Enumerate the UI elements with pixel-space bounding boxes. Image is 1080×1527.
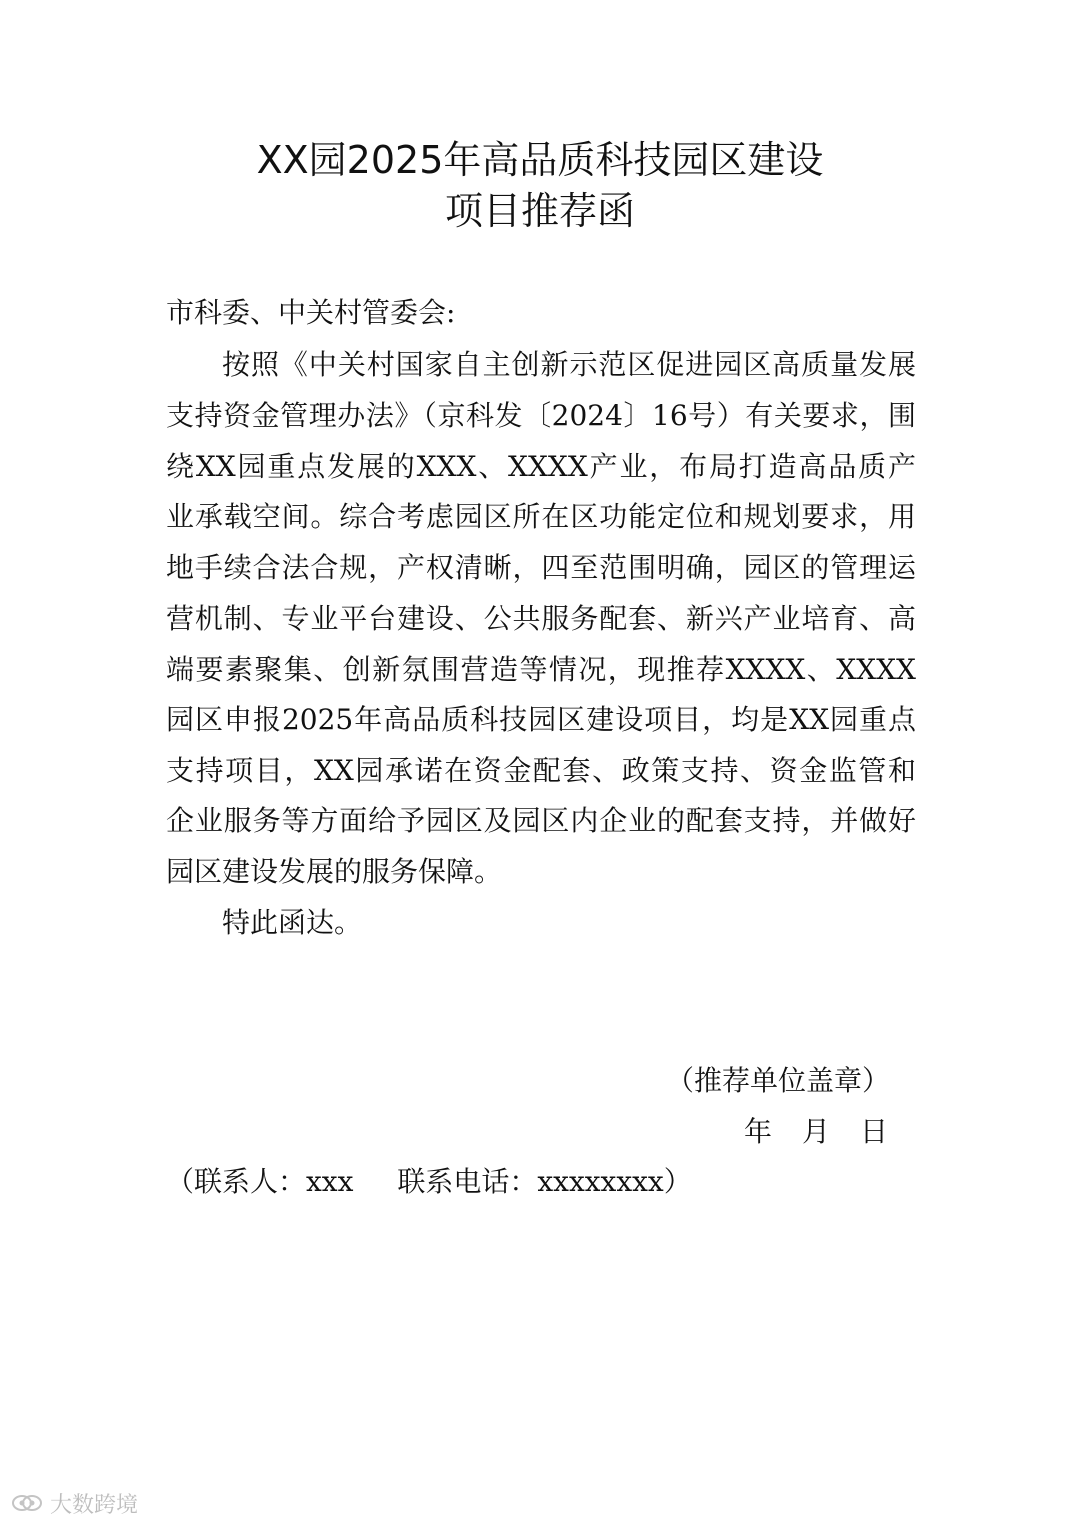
document-title-line-2: 项目推荐函 xyxy=(444,189,635,233)
body-line: 地手续合法合规，产权清晰，四至范围明确，园区的管理运 xyxy=(166,551,916,584)
body-line: 端要素聚集、创新氛围营造等情况，现推荐XXXX、XXXX xyxy=(166,653,916,686)
date-month: 月 xyxy=(802,1115,831,1148)
body-line: 园区申报2025年高品质科技园区建设项目，均是XX园重点 xyxy=(166,703,916,736)
date-day: 日 xyxy=(860,1115,889,1148)
seal-placeholder: （推荐单位盖章） xyxy=(665,1064,890,1097)
eye-logo-icon xyxy=(10,1492,44,1514)
contact-person: （联系人：xxx xyxy=(166,1165,354,1198)
body-line: 支持项目，XX园承诺在资金配套、政策支持、资金监管和 xyxy=(166,754,916,787)
closing-phrase: 特此函达。 xyxy=(222,906,363,939)
document-title-line-1: XX园2025年高品质科技园区建设 xyxy=(256,138,824,182)
watermark xyxy=(10,1488,138,1518)
watermark-text: 大数跨境 xyxy=(50,1492,139,1518)
body-line: 按照《中关村国家自主创新示范区促进园区高质量发展 xyxy=(222,348,916,381)
salutation: 市科委、中关村管委会: xyxy=(166,296,456,329)
contact-phone: 联系电话：xxxxxxxx） xyxy=(397,1165,692,1198)
date-line xyxy=(744,1112,888,1152)
body-line: 绕XX园重点发展的XXX、XXXX产业，布局打造高品质产 xyxy=(166,450,916,483)
body-line: 园区建设发展的服务保障。 xyxy=(166,855,503,888)
body-line: 企业服务等方面给予园区及园区内企业的配套支持，并做好 xyxy=(166,804,916,837)
date-year: 年 xyxy=(744,1115,773,1148)
body-line: 营机制、专业平台建设、公共服务配套、新兴产业培育、高 xyxy=(166,602,916,635)
body-line: 业承载空间。综合考虑园区所在区功能定位和规划要求，用 xyxy=(166,500,916,533)
contact-line xyxy=(166,1162,692,1202)
body-line: 支持资金管理办法》（京科发〔2024〕16号）有关要求，围 xyxy=(166,399,916,432)
